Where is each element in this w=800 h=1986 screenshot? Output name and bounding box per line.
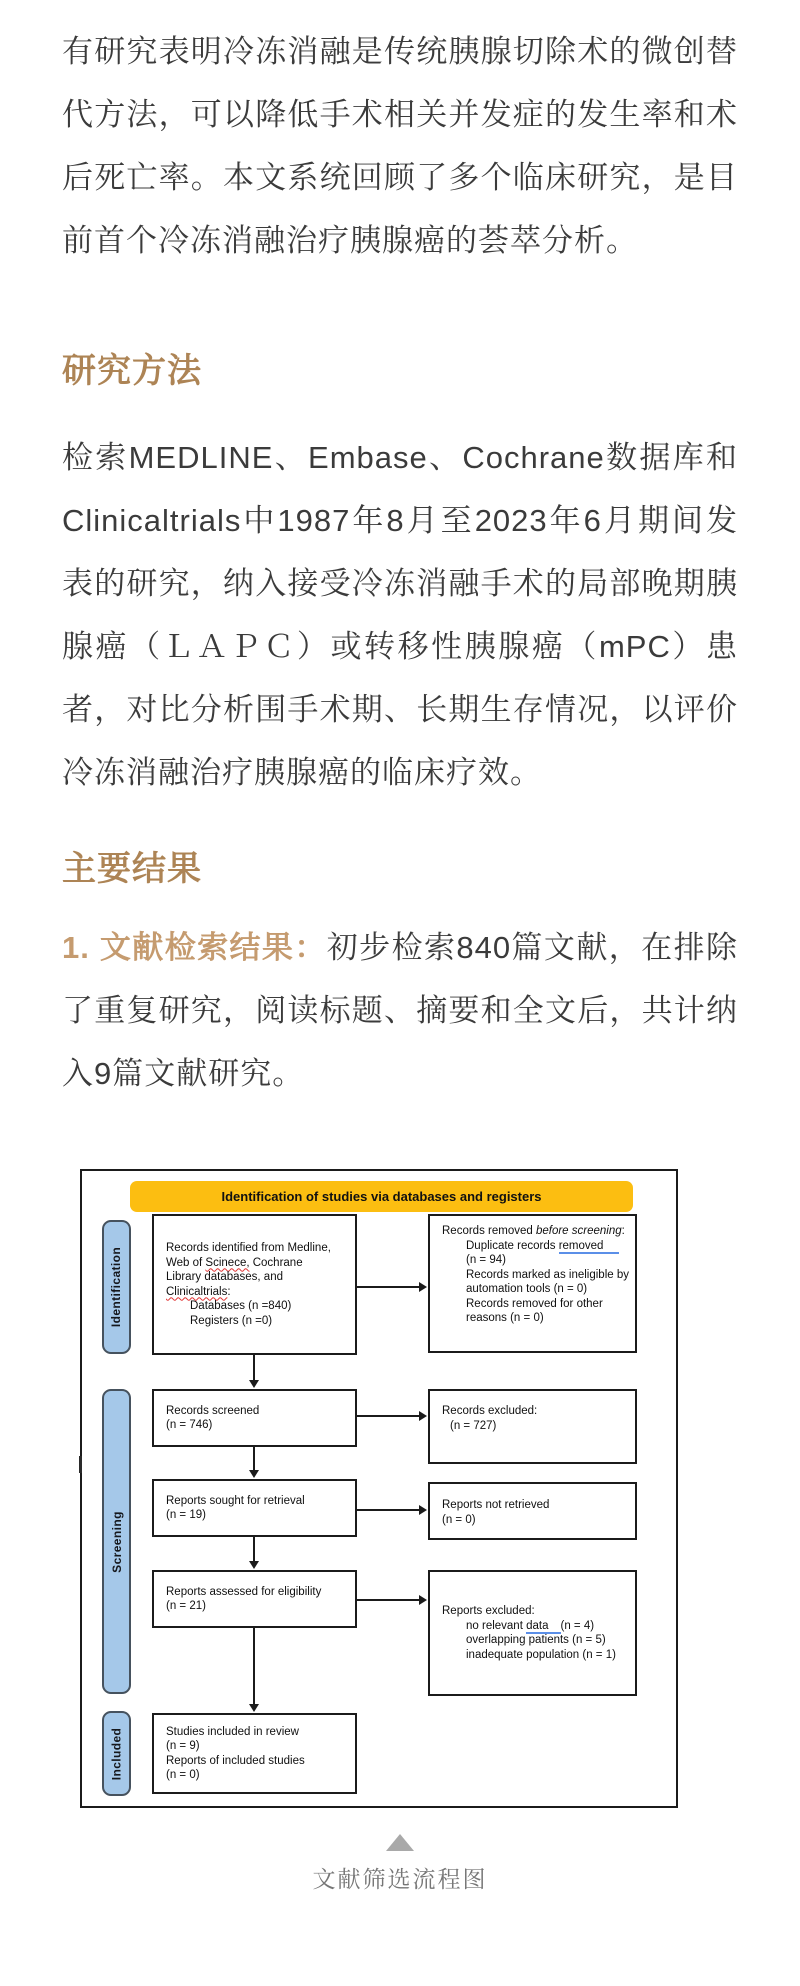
methods-paragraph: 检索MEDLINE、Embase、Cochrane数据库和Clinicaltrials中1987年8月至2023年6月期间发表的研究，纳入接受冷冻消融手术的局部晚期胰腺癌（ＬＡＰＣ）或转移性胰腺癌（mPC）患者，对比分析围手术期、长期生存情况，以评价冷冻消融治疗胰腺癌的临床疗效。 xyxy=(62,440,738,790)
box-text-line: (n = 0) xyxy=(442,1513,476,1526)
stage-tab-label: Identification xyxy=(109,1246,124,1328)
stage-tab-identification xyxy=(102,1220,131,1354)
box-text-line: Records removed for other reasons (n = 0) xyxy=(466,1297,603,1324)
box-studies-included xyxy=(152,1713,357,1794)
result1-paragraph xyxy=(62,916,738,1105)
box-text-line: Registers (n =0) xyxy=(190,1314,273,1327)
prisma-flow-figure[interactable] xyxy=(0,1163,800,1923)
right-arrow xyxy=(357,1415,420,1417)
figure-caption: 文献筛选流程图 xyxy=(312,1866,488,1892)
stage-tab-screening xyxy=(102,1389,131,1694)
box-text-line: Records marked as ineligible by automation tools (n = 0) xyxy=(466,1268,629,1295)
box-records-removed xyxy=(428,1214,637,1353)
box-text-line: Duplicate records removed xyxy=(442,1239,629,1254)
result1-label: 1. 文献检索结果： xyxy=(62,930,327,965)
down-arrow xyxy=(253,1537,255,1562)
box-reports-sought xyxy=(152,1479,357,1537)
box-text-line: Web of Scinece, Cochrane xyxy=(166,1256,303,1269)
triangle-up-icon xyxy=(386,1834,414,1851)
box-text-line: (n = 94) xyxy=(466,1254,506,1266)
box-text-line: Clinicaltrials: xyxy=(166,1285,231,1298)
misspelled-word: Clinicaltrials xyxy=(166,1285,228,1298)
methods-heading: 研究方法 xyxy=(62,351,202,391)
diagram-banner: Identification of studies via databases and registers xyxy=(130,1181,633,1212)
intro-paragraph: 有研究表明冷冻消融是传统胰腺切除术的微创替代方法，可以降低手术相关并发症的发生率和术后死亡率。本文系统回顾了多个临床研究，是目前首个冷冻消融治疗胰腺癌的荟萃分析。 xyxy=(62,34,738,258)
box-text-line: Records identified from Medline, xyxy=(166,1242,331,1254)
box-text-line: Records excluded: xyxy=(442,1405,538,1417)
box-text-line: (n = 727) xyxy=(450,1419,497,1432)
stage-tab-included xyxy=(102,1711,131,1796)
misspelled-word: Scinece, xyxy=(205,1256,250,1269)
grammar-underlined-word: data xyxy=(526,1620,560,1634)
box-text-line: Reports assessed for eligibility xyxy=(166,1585,322,1598)
right-arrow xyxy=(357,1599,420,1601)
box-text-line: Studies included in review xyxy=(166,1725,299,1738)
box-records-identified xyxy=(152,1214,357,1355)
box-text-line: Records removed before screening: xyxy=(442,1225,625,1237)
box-text-line: (n = 9) xyxy=(166,1740,200,1752)
box-text-line: Databases (n =840) xyxy=(190,1300,292,1312)
box-text-line: (n = 746) xyxy=(166,1419,213,1431)
stage-tab-label: Screening xyxy=(109,1510,124,1573)
box-text-line: overlapping patients (n = 5) xyxy=(466,1634,606,1646)
results-heading: 主要结果 xyxy=(62,849,202,889)
grammar-underlined-word: removed xyxy=(559,1240,620,1254)
box-text-line: (n = 0) xyxy=(166,1769,200,1781)
box-text-line: Reports excluded: xyxy=(442,1605,535,1617)
right-arrow xyxy=(357,1509,420,1511)
box-text-line: inadequate population (n = 1) xyxy=(466,1648,616,1661)
down-arrow xyxy=(253,1628,255,1705)
box-records-excluded xyxy=(428,1389,637,1464)
box-text-line: Reports sought for retrieval xyxy=(166,1494,305,1507)
box-text-line: (n = 19) xyxy=(166,1509,206,1521)
box-text-line: Reports not retrieved xyxy=(442,1499,550,1511)
box-text-line: Reports of included studies xyxy=(166,1754,305,1767)
right-arrow xyxy=(357,1286,420,1288)
stray-cursor-mark xyxy=(79,1456,82,1473)
box-reports-not-retrieved xyxy=(428,1482,637,1540)
stage-tab-label: Included xyxy=(109,1727,124,1780)
box-text-line: Records screened xyxy=(166,1404,260,1417)
down-arrow xyxy=(253,1447,255,1471)
box-reports-assessed xyxy=(152,1570,357,1628)
box-text-line: no relevant data (n = 4) xyxy=(466,1619,595,1632)
box-reports-excluded xyxy=(428,1570,637,1696)
down-arrow xyxy=(253,1355,255,1381)
box-text-line: Library databases, and xyxy=(166,1271,283,1283)
box-text-line: (n = 21) xyxy=(166,1600,206,1612)
box-records-screened xyxy=(152,1389,357,1447)
result1-body: 初步检索840篇文献，在排除了重复研究，阅读标题、摘要和全文后，共计纳入9篇文献研究。 xyxy=(62,930,738,1091)
